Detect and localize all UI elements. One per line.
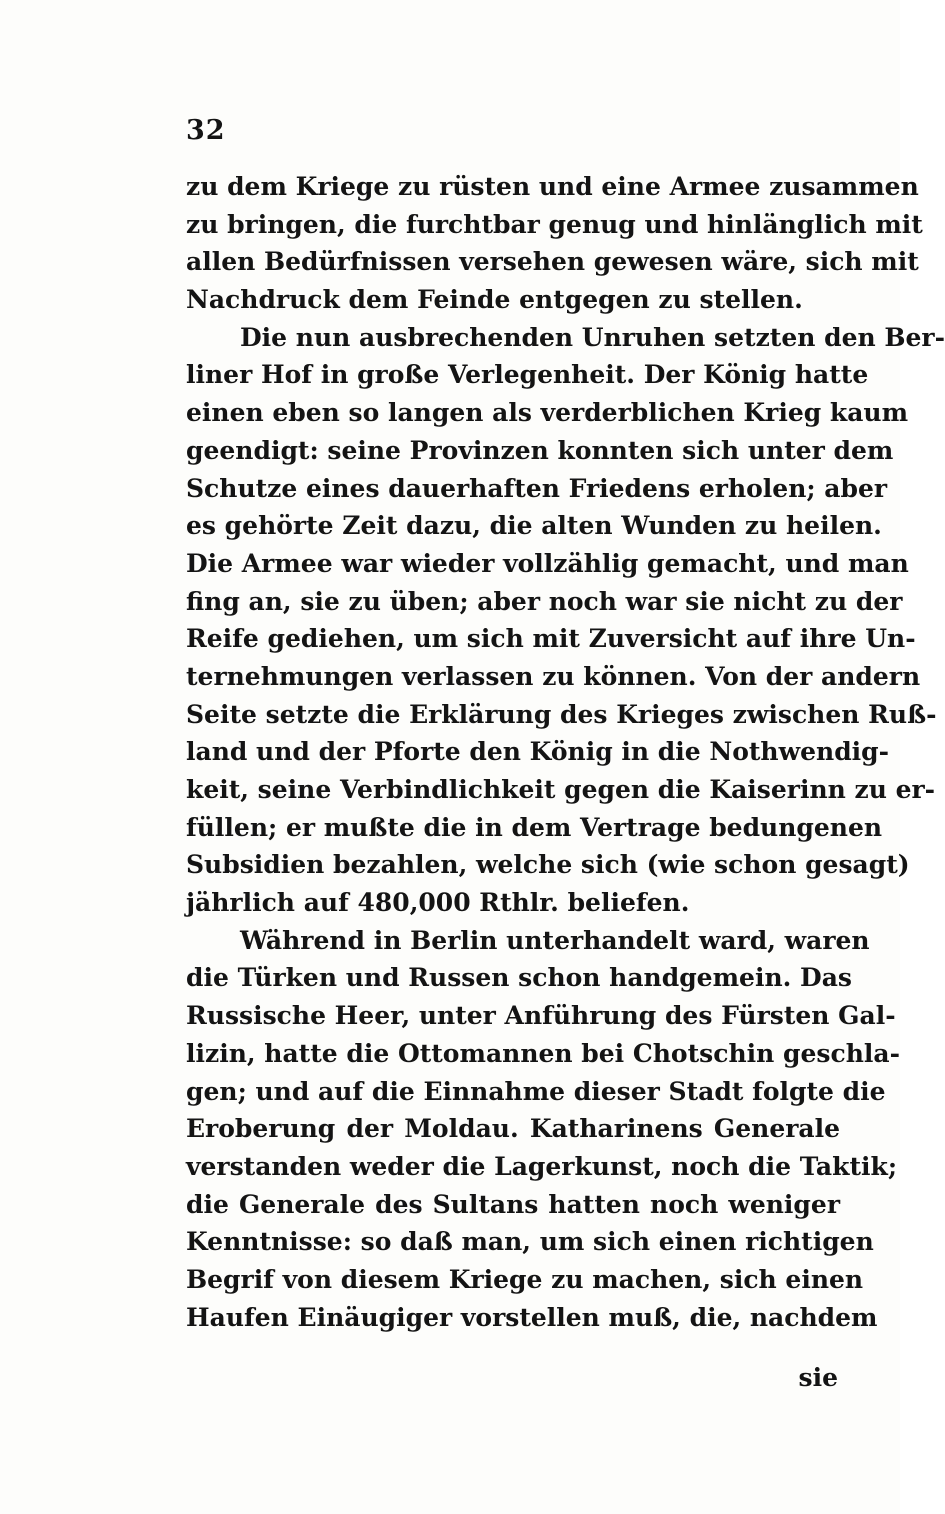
- text-line: Nachdruck dem Feinde entgegen zu stellen.: [186, 285, 803, 315]
- text-line: Reife gediehen, um sich mit Zuversicht auf ihre Un-: [186, 624, 916, 654]
- text-line: fing an, sie zu üben; aber noch war sie nicht zu der: [186, 586, 903, 616]
- text-line: Die Armee war wieder vollzählig gemacht, und man: [186, 548, 909, 578]
- text-line: Haufen Einäugiger vorstellen muß, die, nachdem: [186, 1302, 878, 1332]
- text-line: Subsidien bezahlen, welche sich (wie schon gesagt): [186, 850, 910, 880]
- text-line: es gehörte Zeit dazu, die alten Wunden zu heilen.: [186, 511, 882, 541]
- text-line: lizin, hatte die Ottomannen bei Chotschin geschla-: [186, 1038, 900, 1068]
- text-line: die Türken und Russen schon handgemein. Das: [186, 963, 852, 993]
- text-line: Während in Berlin unterhandelt ward, waren: [240, 925, 870, 955]
- text-line: füllen; er mußte die in dem Vertrage bedungenen: [186, 812, 883, 842]
- page-number: 32: [186, 115, 226, 146]
- text-line: Russische Heer, unter Anführung des Fürsten Gal-: [186, 1001, 896, 1031]
- text-line: verstanden weder die Lagerkunst, noch die Taktik;: [186, 1151, 898, 1181]
- catchword: sie: [798, 1363, 838, 1392]
- text-line: Schutze eines dauerhaften Friedens erholen; aber: [186, 473, 888, 503]
- text-line: liner Hof in große Verlegenheit. Der König hatte: [186, 360, 869, 390]
- text-line: land und der Pforte den König in die Nothwendig-: [186, 737, 890, 767]
- text-line: zu bringen, die furchtbar genug und hinlänglich mit: [186, 209, 923, 239]
- text-line: die Generale des Sultans hatten noch weniger: [186, 1189, 840, 1219]
- text-line: zu dem Kriege zu rüsten und eine Armee zusammen: [186, 172, 919, 201]
- text-line: geendigt: seine Provinzen konnten sich unter dem: [186, 435, 894, 465]
- text-line: einen eben so langen als verderblichen Krieg kaum: [186, 398, 909, 428]
- body-text: [186, 168, 945, 1336]
- text-line: Die nun ausbrechenden Unruhen setzten den Ber-: [240, 322, 945, 352]
- text-line: allen Bedürfnissen versehen gewesen wäre, sich mit: [186, 247, 919, 277]
- text-line: gen; und auf die Einnahme dieser Stadt folgte die: [186, 1076, 886, 1106]
- text-line: Kenntnisse: so daß man, um sich einen richtigen: [186, 1227, 874, 1257]
- text-line: ternehmungen verlassen zu können. Von der andern: [186, 661, 921, 691]
- text-line: Eroberung der Moldau. Katharinens Generale: [186, 1114, 840, 1144]
- text-line: keit, seine Verbindlichkeit gegen die Kaiserinn zu er-: [186, 775, 936, 804]
- text-line: jährlich auf 480,000 Rthlr. beliefen.: [186, 888, 690, 918]
- text-line: Begrif von diesem Kriege zu machen, sich einen: [186, 1264, 864, 1294]
- text-line: Seite setzte die Erklärung des Krieges zwischen Ruß-: [186, 699, 937, 729]
